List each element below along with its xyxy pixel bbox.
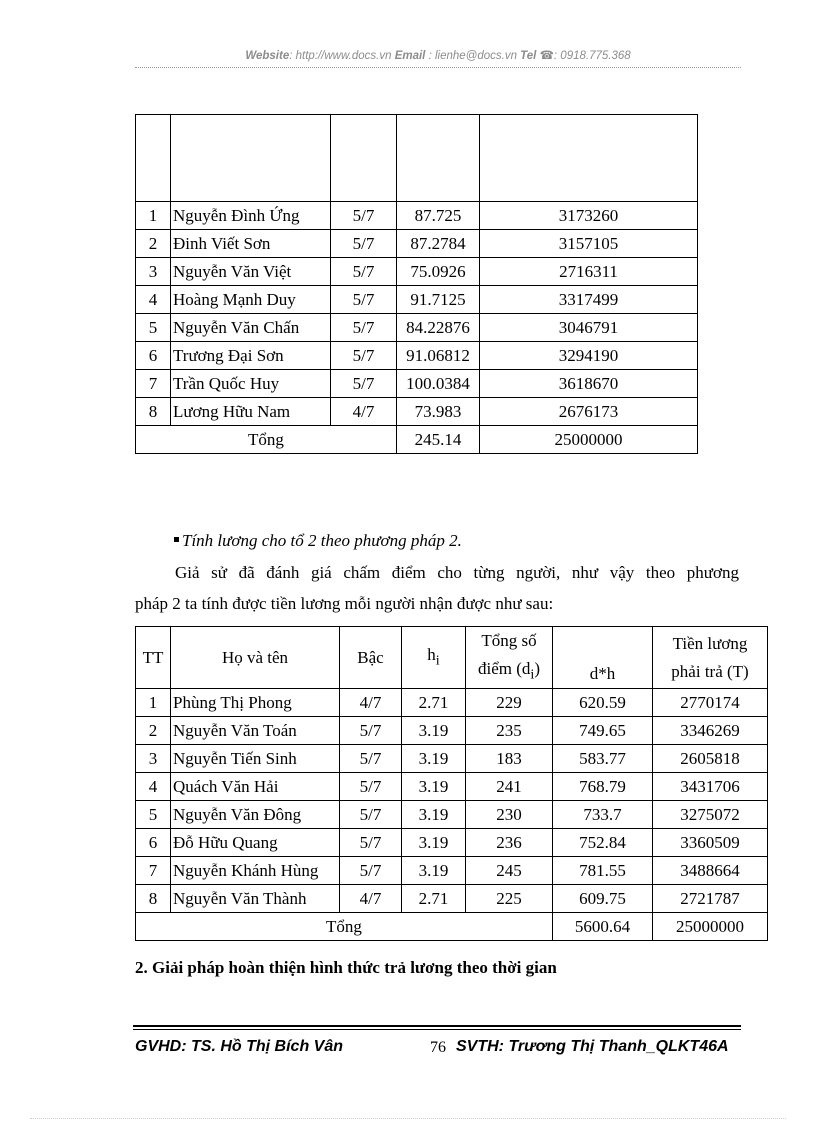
table-row (136, 398, 698, 426)
cell-points: 183 (466, 745, 553, 773)
website-value: : http://www.docs.vn (289, 50, 392, 62)
website-label: Website (245, 50, 290, 62)
cell-h: 3.19 (402, 745, 466, 773)
footer-student: SVTH: Trương Thị Thanh_QLKT46A (456, 1038, 729, 1055)
cell-pay: 3488664 (653, 857, 768, 885)
footer-divider (133, 1025, 741, 1027)
paragraph-line-1: Giả sử đã đánh giá chấm điểm cho từng người, như vậy theo phương (175, 563, 739, 582)
cell-tt: 1 (136, 689, 171, 717)
cell-pay: 2721787 (653, 885, 768, 913)
cell-name: Nguyễn Văn Thành (171, 885, 340, 913)
cell-dh: 583.77 (553, 745, 653, 773)
cell-points: 241 (466, 773, 553, 801)
cell-points: 230 (466, 801, 553, 829)
cell-name: Phùng Thị Phong (171, 689, 340, 717)
cell-tt: 8 (136, 398, 171, 426)
cell-bac: 5/7 (340, 857, 402, 885)
cell-bac: 5/7 (340, 745, 402, 773)
cell-points: 236 (466, 829, 553, 857)
total-pay: 25000000 (480, 426, 698, 454)
cell-pay: 3317499 (480, 286, 698, 314)
bullet-text: Tính lương cho tổ 2 theo phương pháp 2. (182, 531, 462, 550)
table-row (136, 717, 768, 745)
cell-h: 3.19 (402, 857, 466, 885)
cell-name: Đinh Viết Sơn (171, 230, 331, 258)
cell-pay: 3157105 (480, 230, 698, 258)
table-row (136, 801, 768, 829)
table-row (136, 689, 768, 717)
cell-dh: 768.79 (553, 773, 653, 801)
cell-pay: 3346269 (653, 717, 768, 745)
header-h: $h_i$ (402, 627, 466, 689)
table-row (136, 829, 768, 857)
tel-label: Tel (520, 50, 537, 62)
cell-tt: 2 (136, 717, 171, 745)
cell-points: 229 (466, 689, 553, 717)
cell-bac: 5/7 (331, 286, 397, 314)
cell-name: Nguyễn Văn Đông (171, 801, 340, 829)
header-bac: Bậc (340, 627, 402, 689)
header-points: Tổng số điểm $(d_i)$ (466, 627, 553, 689)
cell-h: 3.19 (402, 717, 466, 745)
cell-score: 100.0384 (397, 370, 480, 398)
salary-table-method-2 (135, 626, 768, 941)
table-row (136, 314, 698, 342)
cell-name: Lương Hữu Nam (171, 398, 331, 426)
cell-h: 2.71 (402, 885, 466, 913)
cell-bac: 5/7 (331, 370, 397, 398)
total-label: Tổng (136, 426, 397, 454)
cell-bac: 5/7 (331, 202, 397, 230)
cell-bac: 5/7 (331, 342, 397, 370)
cell-tt: 3 (136, 258, 171, 286)
cell-pay: 3618670 (480, 370, 698, 398)
table-row (136, 286, 698, 314)
paragraph-line-2: pháp 2 ta tính được tiền lương mỗi người nhận được như sau: (135, 594, 554, 613)
cell-dh: 620.59 (553, 689, 653, 717)
cell-dh: 733.7 (553, 801, 653, 829)
table-row (136, 258, 698, 286)
cell-bac: 5/7 (340, 801, 402, 829)
cell-tt: 3 (136, 745, 171, 773)
header-name: Họ và tên (171, 627, 340, 689)
footer-supervisor: GVHD: TS. Hồ Thị Bích Vân (135, 1038, 344, 1055)
table-row (136, 342, 698, 370)
table-row (136, 745, 768, 773)
table-row (136, 857, 768, 885)
cell-dh: 609.75 (553, 885, 653, 913)
header-pay: Tiền lương phải trả (T) (653, 627, 768, 689)
cell-name: Quách Văn Hải (171, 773, 340, 801)
cell-pay: 2676173 (480, 398, 698, 426)
cell-bac: 5/7 (340, 829, 402, 857)
header-tt: TT (136, 627, 171, 689)
cell-bac: 4/7 (340, 885, 402, 913)
cell-bac: 4/7 (340, 689, 402, 717)
cell-h: 3.19 (402, 829, 466, 857)
cell-tt: 8 (136, 885, 171, 913)
cell-pay: 2716311 (480, 258, 698, 286)
cell-points: 225 (466, 885, 553, 913)
cell-name: Nguyễn Tiến Sinh (171, 745, 340, 773)
cell-score: 87.2784 (397, 230, 480, 258)
cell-points: 245 (466, 857, 553, 885)
cell-name: Nguyễn Đình Ứng (171, 202, 331, 230)
table-total-row (136, 913, 768, 941)
cell-score: 75.0926 (397, 258, 480, 286)
cell-pay: 3360509 (653, 829, 768, 857)
cell-name: Đỗ Hữu Quang (171, 829, 340, 857)
salary-table-method-1 (135, 114, 698, 454)
cell-bac: 5/7 (340, 773, 402, 801)
email-label: Email (394, 50, 426, 62)
cell-pay: 3173260 (480, 202, 698, 230)
table-row (136, 773, 768, 801)
footer-divider-thin (133, 1029, 741, 1030)
cell-name: Nguyễn Văn Việt (171, 258, 331, 286)
cell-name: Hoàng Mạnh Duy (171, 286, 331, 314)
cell-score: 84.22876 (397, 314, 480, 342)
cell-name: Nguyễn Văn Toán (171, 717, 340, 745)
cell-bac: 4/7 (331, 398, 397, 426)
cell-tt: 6 (136, 829, 171, 857)
header-divider (135, 67, 741, 68)
cell-dh: 749.65 (553, 717, 653, 745)
cell-h: 3.19 (402, 773, 466, 801)
section-heading: 2. Giải pháp hoàn thiện hình thức trả lương theo thời gian (135, 958, 557, 977)
total-score: 245.14 (397, 426, 480, 454)
cell-tt: 7 (136, 857, 171, 885)
cell-bac: 5/7 (331, 258, 397, 286)
cell-points: 235 (466, 717, 553, 745)
email-value: : lienhe@docs.vn (428, 50, 517, 62)
cell-tt: 1 (136, 202, 171, 230)
table-row (136, 370, 698, 398)
cell-score: 91.7125 (397, 286, 480, 314)
cell-pay: 3275072 (653, 801, 768, 829)
cell-dh: 752.84 (553, 829, 653, 857)
total-label: Tổng (136, 913, 553, 941)
table-total-row (136, 426, 698, 454)
cell-pay: 3431706 (653, 773, 768, 801)
page-header (135, 48, 741, 62)
cell-bac: 5/7 (331, 314, 397, 342)
cell-h: 3.19 (402, 801, 466, 829)
cell-pay: 3046791 (480, 314, 698, 342)
phone-icon: ☎ (539, 50, 554, 62)
cell-score: 91.06812 (397, 342, 480, 370)
cell-tt: 5 (136, 801, 171, 829)
table-row (136, 230, 698, 258)
cell-tt: 4 (136, 773, 171, 801)
table-row (136, 885, 768, 913)
cell-pay: 2605818 (653, 745, 768, 773)
table-header-row (136, 627, 768, 689)
cell-bac: 5/7 (331, 230, 397, 258)
header-dh: d*h (553, 627, 653, 689)
page-number: 76 (430, 1039, 446, 1056)
cell-tt: 5 (136, 314, 171, 342)
cell-h: 2.71 (402, 689, 466, 717)
cell-tt: 7 (136, 370, 171, 398)
cell-bac: 5/7 (340, 717, 402, 745)
section-bullet (174, 531, 462, 551)
tel-value: : 0918.775.368 (553, 50, 631, 62)
cell-tt: 6 (136, 342, 171, 370)
cell-dh: 781.55 (553, 857, 653, 885)
total-dh: 5600.64 (553, 913, 653, 941)
table-row (136, 202, 698, 230)
bullet-icon (174, 537, 179, 542)
cell-name: Trương Đại Sơn (171, 342, 331, 370)
total-pay: 25000000 (653, 913, 768, 941)
cell-name: Nguyễn Khánh Hùng (171, 857, 340, 885)
cell-name: Nguyễn Văn Chấn (171, 314, 331, 342)
cell-name: Trần Quốc Huy (171, 370, 331, 398)
cell-tt: 2 (136, 230, 171, 258)
cell-pay: 2770174 (653, 689, 768, 717)
cell-score: 73.983 (397, 398, 480, 426)
cell-score: 87.725 (397, 202, 480, 230)
cell-tt: 4 (136, 286, 171, 314)
cell-pay: 3294190 (480, 342, 698, 370)
table-header-row-blank (136, 115, 698, 202)
page-bottom-rule (30, 1118, 786, 1119)
